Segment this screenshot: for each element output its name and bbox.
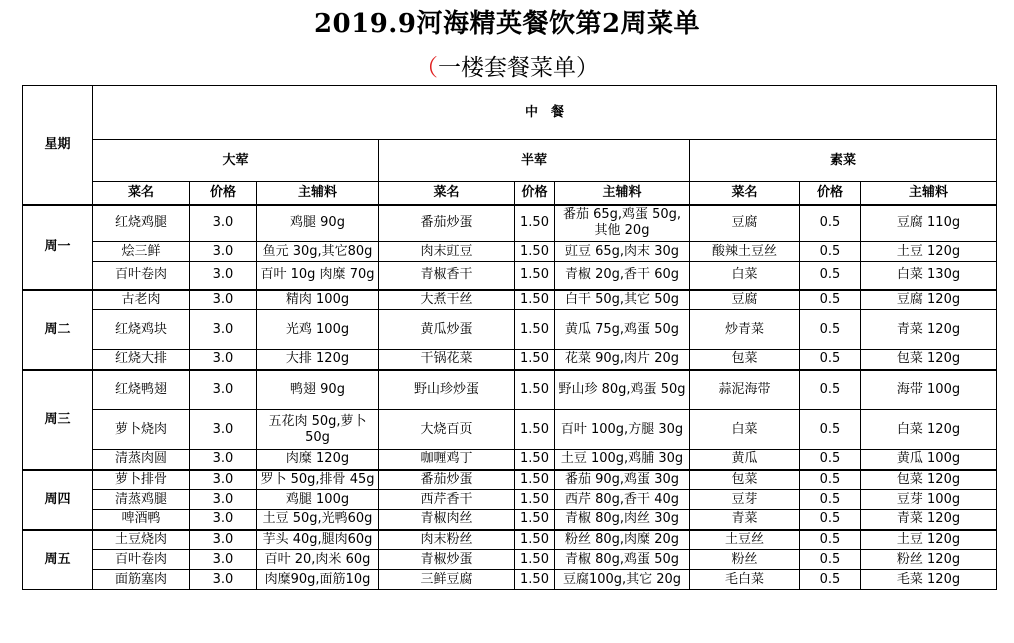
half-meat-ingredients: 土豆 100g,鸡脯 30g bbox=[555, 450, 690, 470]
half-meat-dish: 大煮干丝 bbox=[379, 290, 515, 310]
subtitle-text: 一楼套餐菜单） bbox=[438, 55, 599, 81]
vegetable-ingredients: 粉丝 120g bbox=[861, 550, 997, 570]
vegetable-dish: 粉丝 bbox=[690, 550, 800, 570]
half-meat-ingredients: 青椒 20g,香干 60g bbox=[555, 262, 690, 290]
half-meat-dish: 干锅花菜 bbox=[379, 350, 515, 370]
vegetable-dish: 白菜 bbox=[690, 262, 800, 290]
big-meat-dish: 土豆烧肉 bbox=[93, 530, 190, 550]
half-meat-ingredients: 青椒 80g,鸡蛋 50g bbox=[555, 550, 690, 570]
menu-subtitle bbox=[0, 49, 1014, 82]
half-meat-ingredients: 番茄 90g,鸡蛋 30g bbox=[555, 470, 690, 490]
vegetable-ingredients: 包菜 120g bbox=[861, 470, 997, 490]
vegetable-ingredients: 青菜 120g bbox=[861, 310, 997, 350]
day-label: 周五 bbox=[23, 530, 93, 590]
half-meat-ingredients: 百叶 100g,方腿 30g bbox=[555, 410, 690, 450]
vegetable-price: 0.5 bbox=[800, 350, 861, 370]
day-label: 周三 bbox=[23, 370, 93, 470]
menu-row bbox=[23, 205, 997, 242]
vegetable-dish: 土豆丝 bbox=[690, 530, 800, 550]
half-meat-dish: 青椒炒蛋 bbox=[379, 550, 515, 570]
vegetable-dish: 豆芽 bbox=[690, 490, 800, 510]
menu-row bbox=[23, 570, 997, 590]
big-meat-ingredients: 鸭翅 90g bbox=[257, 370, 379, 410]
menu-row bbox=[23, 350, 997, 370]
menu-row bbox=[23, 490, 997, 510]
big-meat-price: 3.0 bbox=[190, 450, 257, 470]
big-meat-dish: 面筋塞肉 bbox=[93, 570, 190, 590]
menu-row bbox=[23, 530, 997, 550]
vegetable-ingredients: 毛菜 120g bbox=[861, 570, 997, 590]
menu-row bbox=[23, 262, 997, 290]
big-meat-ingredients: 大排 120g bbox=[257, 350, 379, 370]
half-meat-ingredients: 粉丝 80g,肉糜 20g bbox=[555, 530, 690, 550]
col-header-price: 价格 bbox=[190, 182, 257, 205]
half-meat-price: 1.50 bbox=[515, 510, 555, 530]
big-meat-dish: 红烧鸡腿 bbox=[93, 205, 190, 242]
big-meat-ingredients: 鱼元 30g,其它80g bbox=[257, 242, 379, 262]
half-meat-price: 1.50 bbox=[515, 470, 555, 490]
menu-row bbox=[23, 242, 997, 262]
vegetable-price: 0.5 bbox=[800, 510, 861, 530]
half-meat-price: 1.50 bbox=[515, 450, 555, 470]
vegetable-price: 0.5 bbox=[800, 205, 861, 242]
big-meat-price: 3.0 bbox=[190, 310, 257, 350]
vegetable-price: 0.5 bbox=[800, 470, 861, 490]
half-meat-price: 1.50 bbox=[515, 350, 555, 370]
big-meat-ingredients: 罗卜 50g,排骨 45g bbox=[257, 470, 379, 490]
vegetable-price: 0.5 bbox=[800, 370, 861, 410]
big-meat-price: 3.0 bbox=[190, 410, 257, 450]
big-meat-dish: 红烧鸡块 bbox=[93, 310, 190, 350]
vegetable-ingredients: 土豆 120g bbox=[861, 530, 997, 550]
big-meat-ingredients: 肉糜 120g bbox=[257, 450, 379, 470]
big-meat-price: 3.0 bbox=[190, 290, 257, 310]
half-meat-price: 1.50 bbox=[515, 530, 555, 550]
big-meat-price: 3.0 bbox=[190, 510, 257, 530]
big-meat-price: 3.0 bbox=[190, 470, 257, 490]
col-header-price: 价格 bbox=[800, 182, 861, 205]
big-meat-ingredients: 百叶 10g 肉糜 70g bbox=[257, 262, 379, 290]
vegetable-dish: 包菜 bbox=[690, 470, 800, 490]
vegetable-price: 0.5 bbox=[800, 242, 861, 262]
big-meat-dish: 红烧鸭翅 bbox=[93, 370, 190, 410]
big-meat-dish: 清蒸鸡腿 bbox=[93, 490, 190, 510]
big-meat-ingredients: 五花肉 50g,萝卜 50g bbox=[257, 410, 379, 450]
big-meat-price: 3.0 bbox=[190, 570, 257, 590]
vegetable-price: 0.5 bbox=[800, 550, 861, 570]
col-header-ingredients: 主辅料 bbox=[555, 182, 690, 205]
vegetable-dish: 炒青菜 bbox=[690, 310, 800, 350]
vegetable-dish: 酸辣土豆丝 bbox=[690, 242, 800, 262]
vegetable-ingredients: 豆腐 120g bbox=[861, 290, 997, 310]
half-meat-dish: 番茄炒蛋 bbox=[379, 205, 515, 242]
big-meat-ingredients: 光鸡 100g bbox=[257, 310, 379, 350]
vegetable-price: 0.5 bbox=[800, 490, 861, 510]
vegetable-ingredients: 包菜 120g bbox=[861, 350, 997, 370]
half-meat-ingredients: 西芹 80g,香干 40g bbox=[555, 490, 690, 510]
big-meat-dish: 古老肉 bbox=[93, 290, 190, 310]
half-meat-dish: 黄瓜炒蛋 bbox=[379, 310, 515, 350]
vegetable-ingredients: 豆腐 110g bbox=[861, 205, 997, 242]
half-meat-dish: 大烧百页 bbox=[379, 410, 515, 450]
menu-title: 2019.9河海精英餐饮第2周菜单 bbox=[313, 9, 701, 39]
big-meat-ingredients: 鸡腿 100g bbox=[257, 490, 379, 510]
vegetable-price: 0.5 bbox=[800, 530, 861, 550]
big-meat-price: 3.0 bbox=[190, 530, 257, 550]
big-meat-price: 3.0 bbox=[190, 205, 257, 242]
big-meat-ingredients: 鸡腿 90g bbox=[257, 205, 379, 242]
day-column-header: 星期 bbox=[23, 86, 93, 205]
vegetable-price: 0.5 bbox=[800, 290, 861, 310]
col-header-dish: 菜名 bbox=[690, 182, 800, 205]
meal-header: 中 餐 bbox=[93, 86, 997, 140]
half-meat-dish: 肉末豇豆 bbox=[379, 242, 515, 262]
half-meat-ingredients: 青椒 80g,肉丝 30g bbox=[555, 510, 690, 530]
half-meat-dish: 番茄炒蛋 bbox=[379, 470, 515, 490]
big-meat-price: 3.0 bbox=[190, 262, 257, 290]
vegetable-price: 0.5 bbox=[800, 262, 861, 290]
col-header-dish: 菜名 bbox=[379, 182, 515, 205]
half-meat-ingredients: 花菜 90g,肉片 20g bbox=[555, 350, 690, 370]
half-meat-dish: 肉末粉丝 bbox=[379, 530, 515, 550]
col-header-dish: 菜名 bbox=[93, 182, 190, 205]
section-header-half-meat: 半荤 bbox=[379, 140, 690, 182]
vegetable-dish: 毛白菜 bbox=[690, 570, 800, 590]
menu-row bbox=[23, 410, 997, 450]
big-meat-ingredients: 土豆 50g,光鸭60g bbox=[257, 510, 379, 530]
day-label: 周二 bbox=[23, 290, 93, 370]
big-meat-price: 3.0 bbox=[190, 490, 257, 510]
half-meat-dish: 西芹香干 bbox=[379, 490, 515, 510]
half-meat-price: 1.50 bbox=[515, 290, 555, 310]
vegetable-ingredients: 黄瓜 100g bbox=[861, 450, 997, 470]
half-meat-dish: 青椒肉丝 bbox=[379, 510, 515, 530]
big-meat-price: 3.0 bbox=[190, 350, 257, 370]
vegetable-ingredients: 白菜 130g bbox=[861, 262, 997, 290]
half-meat-ingredients: 番茄 65g,鸡蛋 50g,其他 20g bbox=[555, 205, 690, 242]
half-meat-dish: 野山珍炒蛋 bbox=[379, 370, 515, 410]
big-meat-dish: 啤酒鸭 bbox=[93, 510, 190, 530]
half-meat-price: 1.50 bbox=[515, 205, 555, 242]
vegetable-ingredients: 白菜 120g bbox=[861, 410, 997, 450]
vegetable-ingredients: 土豆 120g bbox=[861, 242, 997, 262]
big-meat-dish: 萝卜烧肉 bbox=[93, 410, 190, 450]
half-meat-price: 1.50 bbox=[515, 410, 555, 450]
section-header-vegetable: 素菜 bbox=[690, 140, 997, 182]
col-header-price: 价格 bbox=[515, 182, 555, 205]
menu-row bbox=[23, 470, 997, 490]
vegetable-ingredients: 青菜 120g bbox=[861, 510, 997, 530]
vegetable-dish: 青菜 bbox=[690, 510, 800, 530]
vegetable-ingredients: 豆芽 100g bbox=[861, 490, 997, 510]
menu-row bbox=[23, 310, 997, 350]
half-meat-price: 1.50 bbox=[515, 570, 555, 590]
menu-table bbox=[22, 85, 997, 590]
vegetable-dish: 豆腐 bbox=[690, 205, 800, 242]
col-header-ingredients: 主辅料 bbox=[257, 182, 379, 205]
half-meat-price: 1.50 bbox=[515, 310, 555, 350]
vegetable-dish: 包菜 bbox=[690, 350, 800, 370]
menu-row bbox=[23, 550, 997, 570]
col-header-ingredients: 主辅料 bbox=[861, 182, 997, 205]
half-meat-price: 1.50 bbox=[515, 550, 555, 570]
big-meat-price: 3.0 bbox=[190, 550, 257, 570]
vegetable-dish: 黄瓜 bbox=[690, 450, 800, 470]
menu-row bbox=[23, 510, 997, 530]
big-meat-dish: 红烧大排 bbox=[93, 350, 190, 370]
vegetable-dish: 蒜泥海带 bbox=[690, 370, 800, 410]
day-label: 周一 bbox=[23, 205, 93, 290]
half-meat-ingredients: 豆腐100g,其它 20g bbox=[555, 570, 690, 590]
big-meat-dish: 百叶卷肉 bbox=[93, 262, 190, 290]
menu-row bbox=[23, 450, 997, 470]
subtitle-open-paren: （ bbox=[415, 55, 438, 81]
half-meat-price: 1.50 bbox=[515, 242, 555, 262]
half-meat-dish: 咖喱鸡丁 bbox=[379, 450, 515, 470]
big-meat-dish: 百叶卷肉 bbox=[93, 550, 190, 570]
big-meat-price: 3.0 bbox=[190, 242, 257, 262]
big-meat-ingredients: 芋头 40g,腿肉60g bbox=[257, 530, 379, 550]
big-meat-ingredients: 精肉 100g bbox=[257, 290, 379, 310]
half-meat-price: 1.50 bbox=[515, 490, 555, 510]
day-label: 周四 bbox=[23, 470, 93, 530]
half-meat-price: 1.50 bbox=[515, 370, 555, 410]
half-meat-dish: 青椒香干 bbox=[379, 262, 515, 290]
half-meat-price: 1.50 bbox=[515, 262, 555, 290]
vegetable-dish: 白菜 bbox=[690, 410, 800, 450]
vegetable-ingredients: 海带 100g bbox=[861, 370, 997, 410]
big-meat-dish: 烩三鲜 bbox=[93, 242, 190, 262]
big-meat-dish: 清蒸肉圆 bbox=[93, 450, 190, 470]
menu-row bbox=[23, 290, 997, 310]
vegetable-price: 0.5 bbox=[800, 310, 861, 350]
half-meat-dish: 三鲜豆腐 bbox=[379, 570, 515, 590]
menu-row bbox=[23, 370, 997, 410]
section-header-big-meat: 大荤 bbox=[93, 140, 379, 182]
half-meat-ingredients: 豇豆 65g,肉末 30g bbox=[555, 242, 690, 262]
big-meat-ingredients: 肉糜90g,面筋10g bbox=[257, 570, 379, 590]
half-meat-ingredients: 黄瓜 75g,鸡蛋 50g bbox=[555, 310, 690, 350]
big-meat-ingredients: 百叶 20,肉米 60g bbox=[257, 550, 379, 570]
vegetable-price: 0.5 bbox=[800, 570, 861, 590]
half-meat-ingredients: 白干 50g,其它 50g bbox=[555, 290, 690, 310]
half-meat-ingredients: 野山珍 80g,鸡蛋 50g bbox=[555, 370, 690, 410]
vegetable-dish: 豆腐 bbox=[690, 290, 800, 310]
vegetable-price: 0.5 bbox=[800, 450, 861, 470]
vegetable-price: 0.5 bbox=[800, 410, 861, 450]
big-meat-price: 3.0 bbox=[190, 370, 257, 410]
big-meat-dish: 萝卜排骨 bbox=[93, 470, 190, 490]
